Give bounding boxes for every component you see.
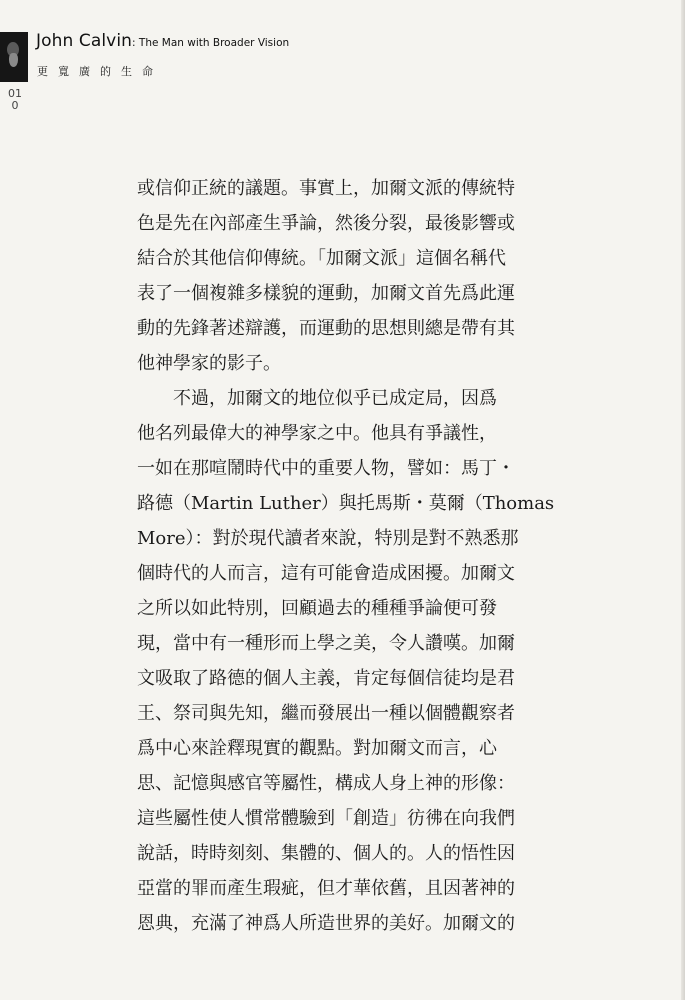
- portrait-beard: [9, 53, 18, 67]
- text-line: 恩典，充滿了神爲人所造世界的美好。加爾文的: [137, 913, 515, 934]
- page-edge: [681, 0, 685, 1000]
- text-line: 王、祭司與先知，繼而發展出一種以個體觀察者: [137, 703, 515, 724]
- text-line: 說話，時時刻刻、集體的、個人的。人的悟性因: [137, 843, 515, 864]
- text-line: 思、記憶與感官等屬性，構成人身上神的形像：: [137, 773, 515, 794]
- text-line: 這些屬性使人慣常體驗到「創造」彷彿在向我們: [137, 808, 515, 829]
- text-line: 一如在那喧鬧時代中的重要人物，譬如：馬丁・: [137, 458, 515, 479]
- text-line: 結合於其他信仰傳統。「加爾文派」這個名稱代: [137, 248, 506, 269]
- text-line: 爲中心來詮釋現實的觀點。對加爾文而言，心: [137, 738, 497, 759]
- body-text: [137, 171, 557, 941]
- text-line: 亞當的罪而產生瑕疵，但才華依舊，且因著神的: [137, 878, 515, 899]
- text-line: 他神學家的影子。: [137, 353, 281, 374]
- text-line: 路德（Martin Luther）與托馬斯・莫爾（Thomas: [137, 493, 555, 514]
- book-title-sub: : The Man with Broader Vision: [132, 37, 290, 49]
- text-line: More）：對於現代讀者來說，特別是對不熟悉那: [137, 528, 519, 549]
- book-title-main: John Calvin: [36, 31, 133, 51]
- text-line: 或信仰正統的議題。事實上，加爾文派的傳統特: [137, 178, 515, 199]
- text-line: 他名列最偉大的神學家之中。他具有爭議性，: [137, 423, 497, 444]
- running-header: [0, 22, 400, 82]
- calvin-portrait-image: [0, 32, 28, 82]
- text-line: 表了一個複雜多樣貌的運動，加爾文首先爲此運: [137, 283, 515, 304]
- text-line: 個時代的人而言，這有可能會造成困擾。加爾文: [137, 563, 515, 584]
- book-title: [36, 31, 289, 51]
- text-line: 文吸取了路德的個人主義，肯定每個信徒均是君: [137, 668, 515, 689]
- page-number: 010: [8, 87, 22, 112]
- text-line: 動的先鋒著述辯護，而運動的思想則總是帶有其: [137, 318, 515, 339]
- text-line: 不過，加爾文的地位似乎已成定局，因爲: [137, 388, 497, 409]
- text-line: 色是先在內部產生爭論，然後分裂，最後影響或: [137, 213, 515, 234]
- text-line: 現，當中有一種形而上學之美，令人讚嘆。加爾: [137, 633, 515, 654]
- book-subtitle-chinese: 更寬廣的生命: [37, 65, 163, 78]
- text-line: 之所以如此特別，回顧過去的種種爭論便可發: [137, 598, 497, 619]
